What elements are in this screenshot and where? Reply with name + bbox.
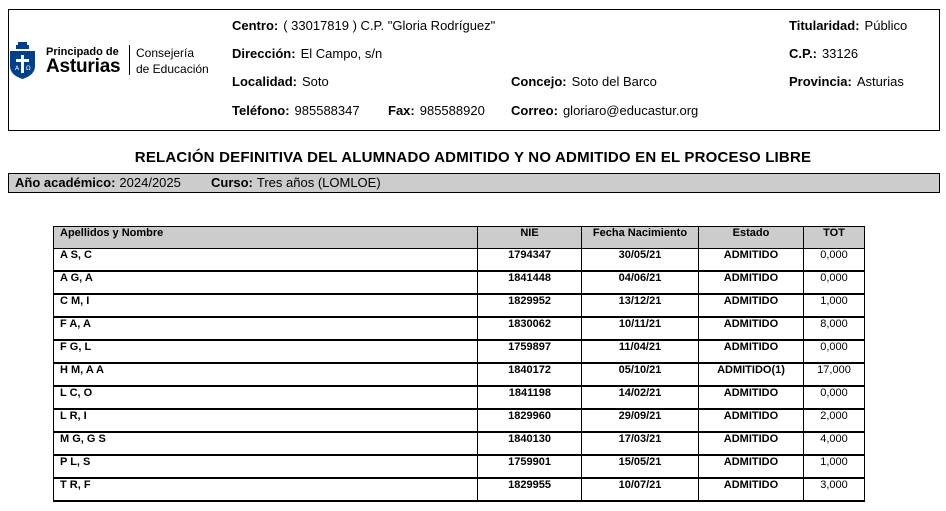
cell-estado: ADMITIDO xyxy=(699,432,804,455)
asturias-logo xyxy=(9,40,234,90)
telefono-field xyxy=(232,103,360,118)
cell-birthdate: 04/06/21 xyxy=(582,271,699,294)
cell-estado: ADMITIDO xyxy=(699,294,804,317)
correo-field xyxy=(511,103,698,118)
fax-field xyxy=(388,103,485,118)
localidad-value: Soto xyxy=(302,74,329,89)
academic-year-label: Año académico: xyxy=(15,175,116,190)
column-header-birthdate: Fecha Nacimiento xyxy=(582,227,699,249)
fax-value: 985588920 xyxy=(419,103,485,118)
cell-birthdate: 11/04/21 xyxy=(582,340,699,363)
titularidad-value: Público xyxy=(864,18,908,33)
cell-name: H M, A A xyxy=(54,363,478,386)
correo-value[interactable]: gloriaro@educastur.org xyxy=(562,103,699,118)
svg-text:A: A xyxy=(15,65,20,72)
cp-value: 33126 xyxy=(821,46,859,61)
cell-tot: 1,000 xyxy=(804,294,865,317)
header-box xyxy=(8,9,940,131)
cell-tot: 0,000 xyxy=(804,386,865,409)
cell-nie: 1840172 xyxy=(478,363,582,386)
logo-asturias: Asturias xyxy=(46,56,121,77)
cell-name: P L, S xyxy=(54,455,478,478)
curso-label: Curso: xyxy=(211,175,253,190)
cell-nie: 1829955 xyxy=(478,478,582,501)
cell-estado: ADMITIDO xyxy=(699,386,804,409)
cell-birthdate: 10/11/21 xyxy=(582,317,699,340)
cell-tot: 1,000 xyxy=(804,455,865,478)
cell-nie: 1759901 xyxy=(478,455,582,478)
provincia-value: Asturias xyxy=(856,74,904,89)
column-header-tot: TOT xyxy=(804,227,865,249)
cell-birthdate: 05/10/21 xyxy=(582,363,699,386)
cell-birthdate: 14/02/21 xyxy=(582,386,699,409)
cell-birthdate: 13/12/21 xyxy=(582,294,699,317)
cell-name: C M, I xyxy=(54,294,478,317)
column-header-name: Apellidos y Nombre xyxy=(54,227,478,249)
table-header-row xyxy=(54,227,865,249)
titularidad-field xyxy=(789,18,907,33)
cell-name: M G, G S xyxy=(54,432,478,455)
localidad-label: Localidad: xyxy=(232,74,298,89)
table-row xyxy=(54,455,865,478)
direccion-label: Dirección: xyxy=(232,46,296,61)
cell-nie: 1829960 xyxy=(478,409,582,432)
cell-name: T R, F xyxy=(54,478,478,501)
cell-nie: 1841448 xyxy=(478,271,582,294)
cell-nie: 1829952 xyxy=(478,294,582,317)
cell-nie: 1830062 xyxy=(478,317,582,340)
cell-estado: ADMITIDO xyxy=(699,271,804,294)
curso-value: Tres años (LOMLOE) xyxy=(256,175,381,190)
direccion-value: El Campo, s/n xyxy=(300,46,383,61)
cell-name: L R, I xyxy=(54,409,478,432)
cell-birthdate: 29/09/21 xyxy=(582,409,699,432)
concejo-label: Concejo: xyxy=(511,74,567,89)
table-row xyxy=(54,432,865,455)
cell-tot: 3,000 xyxy=(804,478,865,501)
logo-separator xyxy=(129,45,130,75)
direccion-field xyxy=(232,46,382,61)
cell-estado: ADMITIDO xyxy=(699,340,804,363)
cell-name: L C, O xyxy=(54,386,478,409)
column-header-nie: NIE xyxy=(478,227,582,249)
provincia-label: Provincia: xyxy=(789,74,852,89)
logo-consejeria: Consejería xyxy=(136,46,195,60)
cell-birthdate: 30/05/21 xyxy=(582,249,699,272)
academic-year-value: 2024/2025 xyxy=(119,175,181,190)
curso xyxy=(211,175,381,190)
cell-tot: 17,000 xyxy=(804,363,865,386)
centro-value: ( 33017819 ) C.P. "Gloria Rodríguez" xyxy=(283,18,496,33)
telefono-value: 985588347 xyxy=(294,103,360,118)
cell-tot: 2,000 xyxy=(804,409,865,432)
concejo-value: Soto del Barco xyxy=(571,74,657,89)
cp-field xyxy=(789,46,858,61)
cell-estado: ADMITIDO xyxy=(699,249,804,272)
cell-estado: ADMITIDO xyxy=(699,478,804,501)
cell-nie: 1840130 xyxy=(478,432,582,455)
logo-educacion: de Educación xyxy=(136,62,209,76)
table-row xyxy=(54,386,865,409)
column-header-estado: Estado xyxy=(699,227,804,249)
cp-label: C.P.: xyxy=(789,46,817,61)
cell-name: A G, A xyxy=(54,271,478,294)
table-row xyxy=(54,363,865,386)
table-row xyxy=(54,271,865,294)
svg-text:Ω: Ω xyxy=(26,65,31,72)
table-row xyxy=(54,478,865,501)
cell-tot: 0,000 xyxy=(804,271,865,294)
centro-field xyxy=(232,18,495,33)
cell-tot: 0,000 xyxy=(804,340,865,363)
cell-name: F G, L xyxy=(54,340,478,363)
cell-tot: 0,000 xyxy=(804,249,865,272)
cell-nie: 1794347 xyxy=(478,249,582,272)
asturias-coat-of-arms-icon xyxy=(9,42,36,80)
cell-name: F A, A xyxy=(54,317,478,340)
cell-tot: 4,000 xyxy=(804,432,865,455)
academic-year-bar xyxy=(8,173,940,193)
localidad-field xyxy=(232,74,329,89)
cell-estado: ADMITIDO xyxy=(699,317,804,340)
table-row xyxy=(54,249,865,272)
cell-birthdate: 17/03/21 xyxy=(582,432,699,455)
logo-principado: Principado de xyxy=(46,46,119,58)
cell-estado: ADMITIDO xyxy=(699,409,804,432)
provincia-field xyxy=(789,74,904,89)
cell-estado: ADMITIDO(1) xyxy=(699,363,804,386)
cell-birthdate: 10/07/21 xyxy=(582,478,699,501)
cell-birthdate: 15/05/21 xyxy=(582,455,699,478)
academic-year xyxy=(15,175,181,190)
cell-tot: 8,000 xyxy=(804,317,865,340)
cell-nie: 1841198 xyxy=(478,386,582,409)
table-row xyxy=(54,409,865,432)
centro-label: Centro: xyxy=(232,18,279,33)
correo-label: Correo: xyxy=(511,103,558,118)
concejo-field xyxy=(511,74,657,89)
cell-estado: ADMITIDO xyxy=(699,455,804,478)
table-row xyxy=(54,340,865,363)
table-row xyxy=(54,294,865,317)
table-row xyxy=(54,317,865,340)
admissions-table xyxy=(53,226,865,502)
telefono-label: Teléfono: xyxy=(232,103,290,118)
cell-name: A S, C xyxy=(54,249,478,272)
cell-nie: 1759897 xyxy=(478,340,582,363)
page-title: RELACIÓN DEFINITIVA DEL ALUMNADO ADMITIDO Y NO ADMITIDO EN EL PROCESO LIBRE xyxy=(134,149,812,166)
titularidad-label: Titularidad: xyxy=(789,18,860,33)
fax-label: Fax: xyxy=(388,103,415,118)
